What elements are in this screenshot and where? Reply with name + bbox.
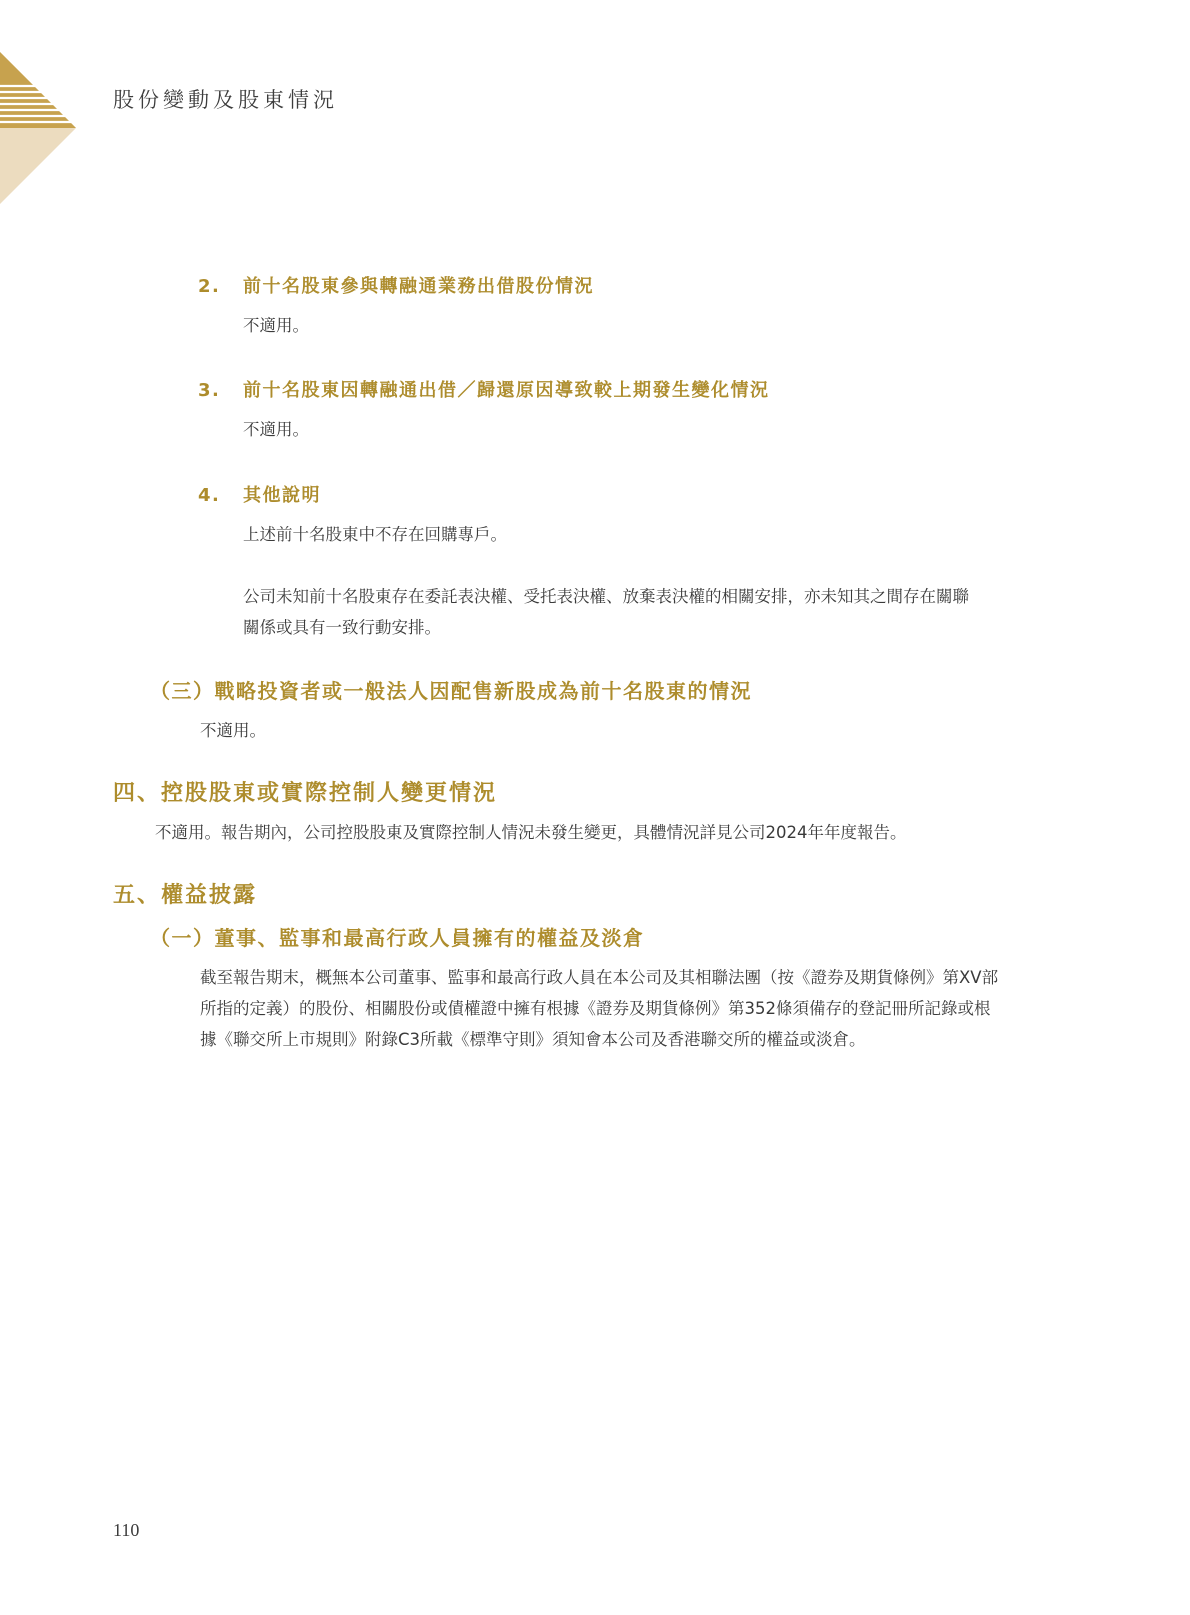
item-body: 不適用。 <box>243 420 309 439</box>
item-title: 其他說明 <box>243 485 321 506</box>
running-header: 股份變動及股東情況 <box>113 88 338 112</box>
subsection-3-body: 不適用。 <box>200 721 266 740</box>
item-title: 前十名股東因轉融通出借／歸還原因導致較上期發生變化情況 <box>243 380 770 401</box>
page-number: 110 <box>113 1520 140 1540</box>
item-body-line: 關係或具有一致行動安排。 <box>243 618 441 637</box>
item-body: 不適用。 <box>243 316 309 335</box>
item-body-line: 公司未知前十名股東存在委託表決權、受托表決權、放棄表決權的相關安排，亦未知其之間存在關聯 <box>243 587 969 606</box>
item-3-heading <box>198 376 770 402</box>
section-5-body-line: 截至報告期末，概無本公司董事、監事和最高行政人員在本公司及其相聯法團（按《證券及期貨條例》第XV部 <box>200 968 999 987</box>
item-body: 上述前十名股東中不存在回購專戶。 <box>243 525 507 544</box>
corner-decoration <box>0 0 80 210</box>
section-5-body-line: 據《聯交所上市規則》附錄C3所載《標準守則》須知會本公司及香港聯交所的權益或淡倉。 <box>200 1030 866 1049</box>
item-number: 4. <box>198 485 221 506</box>
section-4-heading: 四、控股股東或實際控制人變更情況 <box>113 781 498 806</box>
section-5-subsection-1-heading: （一）董事、監事和最高行政人員擁有的權益及淡倉 <box>150 926 645 950</box>
item-number: 3. <box>198 380 221 401</box>
section-5-body-line: 所指的定義）的股份、相關股份或債權證中擁有根據《證券及期貨條例》第352條須備存的登記冊所記錄或根 <box>200 999 991 1018</box>
item-4-heading <box>198 481 321 507</box>
subsection-3-heading: （三）戰略投資者或一般法人因配售新股成為前十名股東的情況 <box>150 679 752 703</box>
item-2-heading <box>198 272 594 298</box>
item-title: 前十名股東參與轉融通業務出借股份情況 <box>243 276 594 297</box>
item-number: 2. <box>198 276 221 297</box>
section-4-body: 不適用。報告期內，公司控股股東及實際控制人情況未發生變更，具體情況詳見公司2024年年度報告。 <box>155 823 907 842</box>
section-5-heading: 五、權益披露 <box>113 883 258 908</box>
